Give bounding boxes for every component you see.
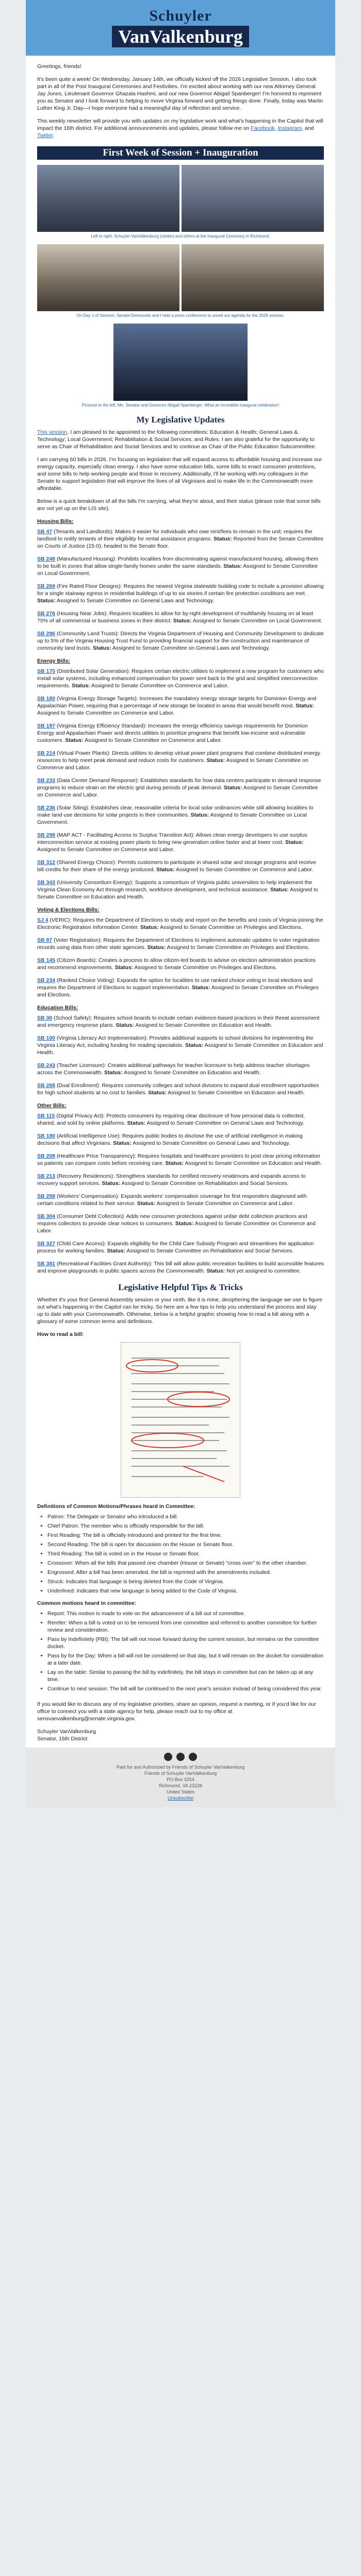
bill-status: Reported from the Senate Committee on Courts of Justice (15-0); headed to the Senate floor.: [37, 536, 324, 549]
bill-status-label: Status:: [222, 563, 242, 569]
tips-paragraph: Whether it's your first General Assembly session or your ninth, like it is mine, deciphering the language we use to figure out what's happening in the Capitol can be tricky. So here are a few tips to help you understand the process and stay up to date with your Commonwealth. Otherwise, below is a helpful graphic showing how to read a bill along with a glossary of some common terms and definitions.: [37, 1297, 322, 1325]
bill-status: Assigned to Senate Committee on Commerce and Labor.: [37, 846, 175, 853]
bill-description: (Consumer Debt Collection): Adds new consumer protections against unfair debt collection practices and requires collectors to provide clear notices to consumers.: [37, 1213, 307, 1227]
bill-entry: [37, 1193, 324, 1207]
bill-status-label: Status:: [205, 757, 225, 764]
bill-entry: [37, 879, 324, 901]
bill-description: (Data Center Demand Response): Establishes standards for how data centers participate in demand response programs to reduce strain on the electric grid during periods of peak demand.: [37, 777, 321, 791]
bill-link[interactable]: SB 298: [37, 832, 56, 838]
bill-description: (Workers' Compensation): Expands workers' compensation coverage for first responders diagnosed with certain conditions related to their service.: [37, 1193, 307, 1207]
bill-status: Assigned to Senate Committee on Education and Health.: [37, 887, 318, 900]
bill-status: Assigned to Senate Committee on Education and Health.: [134, 1022, 272, 1028]
bill-entry: [37, 1260, 324, 1275]
bill-diagram-image: [121, 1342, 240, 1498]
bill-entry: [37, 1062, 324, 1076]
bill-entry: [37, 722, 324, 744]
bill-status: Assigned to Senate Committee on Privileges and Elections.: [158, 924, 303, 930]
bill-status-label: Status:: [212, 536, 232, 542]
footer-address-city: Richmond, VA 23228: [159, 1783, 202, 1788]
bill-link[interactable]: SB 327: [37, 1241, 56, 1247]
bill-entry: [37, 1173, 324, 1187]
bill-link[interactable]: SB 145: [37, 957, 56, 963]
bill-link[interactable]: SB 269: [37, 583, 56, 589]
closing-paragraph: If you would like to discuss any of my legislative priorities, share an opinion, request a meeting, or if you'd like for our office to connect you with a state agency for help, please reach out to my office at sensvanvalkenburg@senate.virginia.gov.: [37, 1701, 316, 1722]
bill-description: (Tenants and Landlords): Makes it easier for individuals who owe rent/fees to remain in the unit; requires the landlord to notify tenants of their eligibility for rental assistance programs.: [37, 529, 313, 542]
bill-status-label: Status:: [171, 618, 192, 624]
press-conference-photo: [182, 244, 324, 311]
bill-status: Assigned to Senate Committee on Rehabilitation and Social Services.: [120, 1180, 289, 1187]
bill-status-label: Status:: [155, 867, 175, 873]
definition-item: • Underlined: Indicates that new language is being added to the Code of Virginia.: [47, 1587, 324, 1595]
bill-description: (Shared Energy Choice): Permits customers to participate in shared solar and storage programs and receive bill credits for their share of the energy produced.: [37, 859, 317, 873]
bill-link[interactable]: SB 312: [37, 859, 56, 866]
bill-link[interactable]: SJ 4: [37, 917, 48, 923]
bill-link[interactable]: SB 343: [37, 879, 56, 886]
bill-link[interactable]: SB 213: [37, 1173, 56, 1179]
bill-status-label: Status:: [111, 1140, 132, 1146]
bill-status-label: Status:: [145, 944, 166, 951]
definition-item: • Crossover: When all the bills that passed one chamber (House or Senate) "cross over" to the other chamber.: [47, 1560, 324, 1567]
bill-entry: [37, 859, 324, 873]
greeting: Greetings, friends!: [37, 63, 81, 70]
instagram-icon[interactable]: [176, 1753, 185, 1761]
bill-link[interactable]: SB 30: [37, 1015, 53, 1021]
bill-description: (Distributed Solar Generation): Requires certain electric utilities to implement a new program for customers who install solar systems, including enhanced compensation for power sent back to the grid and simplified interconnection requirements.: [37, 668, 324, 689]
bill-description: (University Consortium Energy): Supports a consortium of Virginia public universities to help implement the Virginia Clean Economy Act through research, workforce development, and technical assistance.: [37, 879, 313, 893]
bill-entry: [37, 804, 324, 826]
bill-link[interactable]: SB 268: [37, 1082, 56, 1089]
footer-disclaimer: Paid for and Authorized by Friends of Schuyler VanValkenburg: [116, 1765, 245, 1770]
photo-caption: Pictured to the left: Me, Senator and Governor Abigail Spanberger. What an incredible inaugural celebration!: [81, 403, 280, 408]
photo-caption: Left to right: Schuyler VanValkenburg (center) and others at the Inaugural Ceremony in Richmond.: [91, 234, 270, 239]
definition-item: • Engrossed: After a bill has been amended, the bill is reprinted with the amendments included.: [47, 1569, 324, 1576]
bill-description: (Fire Rated Floor Designs): Requires the newest Virginia statewide building code to include a provision allowing for a single stairway egress in residential buildings of up to six stories if certain fire protection conditions are met.: [37, 583, 324, 597]
bill-description: (Virtual Power Plants): Directs utilities to develop virtual power plant programs that combine distributed energy resources to help meet peak demand and reduce costs for customers.: [37, 750, 320, 764]
bill-entry: [37, 977, 324, 998]
bill-description: (Dual Enrollment): Requires community colleges and school divisions to expand dual enrollment opportunities for high school students at no cost to families.: [37, 1082, 319, 1096]
bill-status-label: Status:: [37, 598, 56, 604]
bill-status: Assigned to Senate Committee on Local Government.: [37, 563, 318, 577]
twitter-icon[interactable]: [189, 1753, 197, 1761]
bill-link[interactable]: SB 175: [37, 668, 56, 674]
motions-heading: Common motions heard in committee:: [37, 1600, 136, 1606]
bill-status-label: Status:: [205, 1268, 225, 1274]
logo: [26, 7, 335, 47]
bill-category-heading: Education Bills:: [37, 1005, 78, 1011]
bill-description: (Digital Privacy Act): Protects consumers by requiring clear disclosure of how personal data is collected, shared, and sold by online platforms.: [37, 1113, 305, 1126]
bill-link[interactable]: SB 47: [37, 529, 53, 535]
bill-link[interactable]: SB 180: [37, 1133, 56, 1139]
twitter-link[interactable]: Twitter: [37, 132, 53, 139]
facebook-link[interactable]: Facebook: [251, 125, 275, 131]
bill-status: Assigned to Senate Committee on Commerce and Labor.: [37, 1221, 316, 1234]
bill-status-label: Status:: [100, 1180, 121, 1187]
definition-item: • Patron: The Delegate or Senator who introduced a bill.: [47, 1513, 324, 1520]
tips-heading: Legislative Helpful Tips & Tricks: [118, 1282, 243, 1292]
bill-entry: [37, 1153, 324, 1167]
bill-description: (Ranked Choice Voting): Expands the option for localities to use ranked choice voting in local elections and requires the Department of Elections to support implementation.: [37, 977, 313, 991]
bill-entry: [37, 750, 324, 771]
bill-category-heading: Energy Bills:: [37, 658, 71, 664]
committees-paragraph: This session, I am pleased to be appointed to the following committees: Education & Health; General Laws & Technology; Local Government; Rehabilitation & Social Services; and Rules. I am also grateful for the opportunity to serve as Chair of Rehabilitation and Social Services and to continue as Chair of the Public Education Subcommittee.: [37, 429, 317, 450]
bill-status-label: Status:: [63, 737, 84, 743]
bill-status-label: Status:: [173, 1221, 194, 1227]
bill-status: Assigned to Senate Committee on General Laws and Technology.: [55, 598, 215, 604]
signature: [37, 1728, 324, 1742]
definition-item: • Lay on the table: Similar to passing the bill by indefinitely, the bill stays in committee but can be taken up at any time.: [47, 1669, 324, 1683]
bill-status-label: Status:: [184, 1042, 204, 1048]
bill-entry: [37, 1082, 324, 1096]
definition-item: • Rerefer: When a bill is voted on to be removed from one committee and referred to another committee for further review and consideration.: [47, 1619, 324, 1634]
footer-country: United States: [166, 1789, 195, 1794]
bill-link[interactable]: SB 115: [37, 1113, 55, 1119]
definition-item: • Pass by Indefinitely (PBI): The bill will not move forward during the current session, but remains on the committee docket.: [47, 1636, 324, 1650]
footer-org: Friends of Schuyler VanValkenburg: [144, 1771, 217, 1776]
bill-link[interactable]: SB 236: [37, 805, 56, 811]
bill-entry: [37, 1132, 324, 1147]
bill-description: (School Safety): Requires school boards to include certain evidence-based practices in their threat assessment and emergency response plans.: [37, 1015, 320, 1028]
bill-description: (Voter Registration): Requires the Department of Elections to implement automatic updates to voter registration records using data from other state agencies.: [37, 937, 320, 951]
photo-row-2: [37, 244, 324, 311]
bill-link[interactable]: SB 258: [37, 1193, 56, 1199]
bill-link[interactable]: SB 248: [37, 556, 56, 562]
bill-status-label: Status:: [113, 964, 134, 971]
bill-status-label: Status:: [105, 1248, 125, 1254]
bill-entry: [37, 555, 324, 577]
definition-item: • First Reading: The bill is officially introduced and printed for the first time.: [47, 1532, 324, 1539]
bills-overview-paragraph: I am carrying 60 bills in 2026. I'm focusing on legislation that will expand access to affordable housing and increase our energy capacity, especially clean energy. I also have some education bills, some bills to enact consumer protections, and some bills to help working people and those in recovery. Additionally, I'll be working with my colleagues in the Senate to support legislation that will improve the lives of all Virginians and to make life in the Commonwealth more affordable.: [37, 456, 322, 492]
bill-description: (Solar Siting): Establishes clear, reasonable criteria for local solar ordinances while still allowing localities to make land use decisions for solar projects in their communities.: [37, 805, 314, 818]
bills-breakdown-intro: Below is a quick breakdown of all the bills I'm carrying, what they're about, and their status (please note that some bills are not yet up on the LIS site).: [37, 498, 321, 512]
how-to-read-heading: How to read a bill:: [37, 1331, 84, 1337]
bill-description: (VERIC): Requires the Department of Elections to study and report on the benefits and costs of Virginia joining the Electronic Registration Information Center.: [37, 917, 323, 930]
bill-link[interactable]: SB 214: [37, 750, 56, 756]
celebration-photo: [113, 324, 248, 401]
bill-status-label: Status:: [135, 1200, 156, 1207]
bill-status: Assigned to Senate Committee on Commerce and Labor.: [174, 867, 314, 873]
bill-status: Assigned to Senate Committee on Local Government.: [37, 812, 307, 825]
inauguration-photo: [37, 165, 179, 232]
bill-status: Assigned to Senate Committee on Privileges and Elections.: [37, 985, 319, 998]
bill-status: Assigned to Senate Committee on Rehabilitation and Social Services.: [125, 1248, 294, 1254]
bill-entry: [37, 1240, 324, 1255]
bill-link[interactable]: SB 233: [37, 777, 56, 784]
bill-status-label: Status:: [294, 703, 314, 709]
social-icons: [31, 1753, 330, 1761]
definition-item: • Chief Patron: The member who is officially responsible for the bill.: [47, 1522, 324, 1530]
bill-description: (Recovery Residences): Strengthens standards for certified recovery residences and expands access to recovery support services.: [37, 1173, 306, 1187]
bill-description: (Citizen Boards): Creates a process to allow citizen-led boards to advise on election administration practices and recommend improvements.: [37, 957, 316, 971]
section-banner: First Week of Session + Inauguration: [37, 146, 324, 160]
bill-status: Assigned to Senate Committee on Commerce and Labor.: [90, 683, 229, 689]
bill-description: (Recreational Facilities Grant Authority): This bill will allow public recreation facilities to build accessible features and improve playgrounds in public spaces across the Commonwealth.: [37, 1261, 324, 1274]
bill-entry: [37, 583, 324, 604]
bill-category-heading: Voting & Elections Bills:: [37, 907, 100, 913]
bill-status-label: Status:: [91, 645, 111, 651]
legislative-updates-heading: My Legislative Updates: [136, 415, 225, 425]
definition-item: • Second Reading: The bill is open for discussion on the House or Senate floor.: [47, 1541, 324, 1548]
bill-status: Assigned to Senate Committee on General Laws and Technology.: [131, 1140, 290, 1146]
motions-list: [37, 1610, 324, 1692]
definitions-heading: Definitions of Common Motions/Phrases heard in Committee:: [37, 1503, 195, 1510]
bill-link[interactable]: SB 234: [37, 977, 56, 984]
bill-status-label: Status:: [163, 1160, 184, 1166]
bill-status: Assigned to Senate Committee on Education and Health.: [166, 1090, 305, 1096]
bill-link[interactable]: SB 180: [37, 696, 56, 702]
unsubscribe-link[interactable]: Unsubscribe: [167, 1795, 194, 1801]
bill-entry: [37, 777, 324, 799]
bill-link[interactable]: SB 197: [37, 723, 56, 729]
bill-link[interactable]: SB 100: [37, 1035, 56, 1041]
bill-description: (Virginia Literacy Act Implementation): Provides additional supports to school divisions for implementing the Virginia Literacy Act, including funding for reading specialists.: [37, 1035, 314, 1048]
bill-status: Assigned to Senate Committee on Privileges and Elections.: [133, 964, 277, 971]
bill-link[interactable]: SB 296: [37, 631, 56, 637]
bill-status: Assigned to Senate Committee on Education and Health.: [184, 1160, 322, 1166]
intro-paragraph: It's been quite a week! On Wednesday, January 14th, we officially kicked off the 2026 Legislative Session. I also took part in all of the Post Inaugural Ceremonies and Festivities. I'm excited about working with our new Attorney General Jay Jones, Lieutenant Governor Ghazala Hashmi, and our new Governor Abigail Spanberger! I'm honored to represent you as Senator and I look forward to helping to move Virginia forward and getting things done. Finally, today was Martin Luther King Jr. Day—I hope everyone had a meaningful day of reflection and service.: [37, 76, 323, 111]
bill-entry: [37, 1035, 324, 1056]
definition-item: • Pass by for the Day: When a bill will not be considered on that day, but it will remain on the docket for consideration at a later date.: [47, 1652, 324, 1667]
definition-item: • Report: This motion is made to vote on the advancement of a bill out of committee.: [47, 1610, 324, 1617]
follow-paragraph: This weekly newsletter will provide you with updates on my legislative work and what's happening in the Capitol that will impact the 16th district. For additional announcements and updates, please follow me on Facebook, Instagram, and Twitter.: [37, 118, 323, 139]
press-conference-photo: [37, 244, 179, 311]
bill-status: Assigned to Senate Committee on Commerce and Labor.: [37, 710, 175, 716]
bill-entry: [37, 1213, 324, 1234]
bill-status: Assigned to Senate Committee on Education and Health.: [122, 1070, 261, 1076]
bill-status: Not yet assigned to committee.: [225, 1268, 301, 1274]
inauguration-photo: [182, 165, 324, 232]
bill-status: Assigned to Senate Committee on General Laws and Technology.: [111, 645, 270, 651]
bill-status: Assigned to Senate Committee on Commerce and Labor.: [37, 785, 318, 798]
photo-row-1: [37, 165, 324, 232]
signature-title: Senator, 16th District: [37, 1736, 88, 1742]
photo-row-3: [37, 324, 324, 401]
bill-description: (Virginia Energy Storage Targets): Increases the mandatory energy storage targets for Dominion Energy and Appalachian Power, requiring that a percentage of new storage be located in areas that would benefit most.: [37, 696, 317, 709]
bill-status-label: Status:: [190, 985, 210, 991]
bill-entry: [37, 528, 324, 550]
bill-entry: [37, 832, 324, 853]
bill-description: (Healthcare Price Transparency): Requires hospitals and healthcare providers to post clear pricing information so patients can compare costs before receiving care.: [37, 1153, 320, 1166]
logo-last-name: VanValkenburg: [112, 26, 249, 47]
bill-status-label: Status:: [146, 1090, 167, 1096]
definition-item: • Continue to next session: The bill will be continued to the next year's session instead of being considered this year.: [47, 1685, 324, 1692]
bill-link[interactable]: SB 276: [37, 611, 56, 617]
footer-address-line: PO Box 3254: [167, 1777, 194, 1782]
bill-status-label: Status:: [284, 839, 304, 845]
bill-status-label: Status:: [189, 812, 209, 818]
header-banner: [26, 0, 335, 56]
bill-description: (Manufactured Housing): Prohibits localities from discriminating against manufactured housing, allowing them to be built in zones that allow single-family homes under the same standards.: [37, 556, 319, 569]
bill-status-label: Status:: [269, 887, 289, 893]
facebook-icon[interactable]: [164, 1753, 172, 1761]
bill-entry: [37, 695, 324, 717]
bill-status-label: Status:: [70, 683, 90, 689]
bill-description: (Child Care Access): Expands eligibility for the Child Care Subsidy Program and streamlines the application process for working families.: [37, 1241, 314, 1254]
bill-link[interactable]: SB 208: [37, 1153, 56, 1159]
bill-description: (Virginia Energy Efficiency Standard): Increases the energy efficiency savings requirements for Dominion Energy and Appalachian Power and directs utilities to prioritize programs that benefit low-income and vulnerable customers.: [37, 723, 308, 743]
signature-name: Schuyler VanValkenburg: [37, 1728, 96, 1735]
bill-status: Assigned to Senate Committee on Commerce and Labor.: [37, 757, 308, 771]
bill-entry: [37, 668, 324, 689]
definition-item: • Third Reading: The bill is voted on in the House or Senate floor.: [47, 1550, 324, 1557]
bill-category-heading: Housing Bills:: [37, 518, 74, 524]
bill-status-label: Status:: [125, 1120, 146, 1126]
session-link[interactable]: This session: [37, 429, 68, 435]
bill-diagram-graphic: [121, 1343, 240, 1497]
bill-status-label: Status:: [103, 1070, 123, 1076]
bill-description: (MAP ACT - Facilitating Access to Surplus Transition Act): Allows clean energy developers to use surplus interconnection service at existing power plants to bring new generation online faster and at lower cost.: [37, 832, 307, 845]
definitions-list: [37, 1513, 324, 1595]
logo-first-name: Schuyler: [149, 7, 212, 24]
bill-link[interactable]: SB 381: [37, 1261, 56, 1267]
footer: [26, 1748, 335, 1807]
photo-caption: On Day 1 of Session, Senate Democrats and I held a press conference to unveil our agenda for the 2026 session.: [76, 313, 285, 318]
bill-status-label: Status:: [222, 785, 242, 791]
bill-description: (Housing Near Jobs): Requires localities to allow for by-right development of multifamily housing on at least 75% of all commercial or business zones in their district.: [37, 611, 314, 624]
bill-entry: [37, 957, 324, 971]
newsletter: [26, 0, 335, 1807]
bill-entry: [37, 1014, 324, 1029]
bill-status: Assigned to Senate Committee on Commerce and Labor.: [83, 737, 222, 743]
instagram-link[interactable]: Instagram: [277, 125, 302, 131]
bill-entry: [37, 917, 324, 931]
bill-description: (Community Land Trusts): Directs the Virginia Department of Housing and Community Development to dedicate up to 5% of the Virginia Housing Trust Fund to providing financial support for the construction and maintenance of community land trusts.: [37, 631, 324, 651]
bill-status: Assigned to Senate Committee on Commerce and Labor.: [155, 1200, 294, 1207]
bill-description: (Teacher Licensure): Creates additional pathways for teacher licensure to help address teacher shortages across the Commonwealth.: [37, 1062, 310, 1076]
bill-status-label: Status:: [139, 924, 159, 930]
bill-link[interactable]: SB 87: [37, 937, 53, 943]
bill-link[interactable]: SB 243: [37, 1062, 56, 1069]
bill-categories: [37, 518, 324, 1275]
definition-item: • Struck: Indicates that language is being deleted from the Code of Virginia.: [47, 1578, 324, 1585]
bill-status: Assigned to Senate Committee on Local Government.: [191, 618, 322, 624]
bill-entry: [37, 630, 324, 652]
bill-entry: [37, 1112, 324, 1127]
bill-description: (Artificial Intelligence Use): Requires public bodies to disclose the use of artificial intelligence in making decisions that affect Virginians.: [37, 1133, 303, 1146]
bill-category-heading: Other Bills:: [37, 1103, 67, 1109]
bill-status-label: Status:: [114, 1022, 134, 1028]
bill-entry: [37, 937, 324, 951]
bill-status: Assigned to Senate Committee on General Laws and Technology.: [145, 1120, 304, 1126]
bill-status: Assigned to Senate Committee on Privileges and Elections.: [166, 944, 310, 951]
bill-status: Assigned to Senate Committee on Education and Health.: [37, 1042, 323, 1056]
bill-entry: [37, 610, 324, 624]
bill-link[interactable]: SB 304: [37, 1213, 56, 1219]
